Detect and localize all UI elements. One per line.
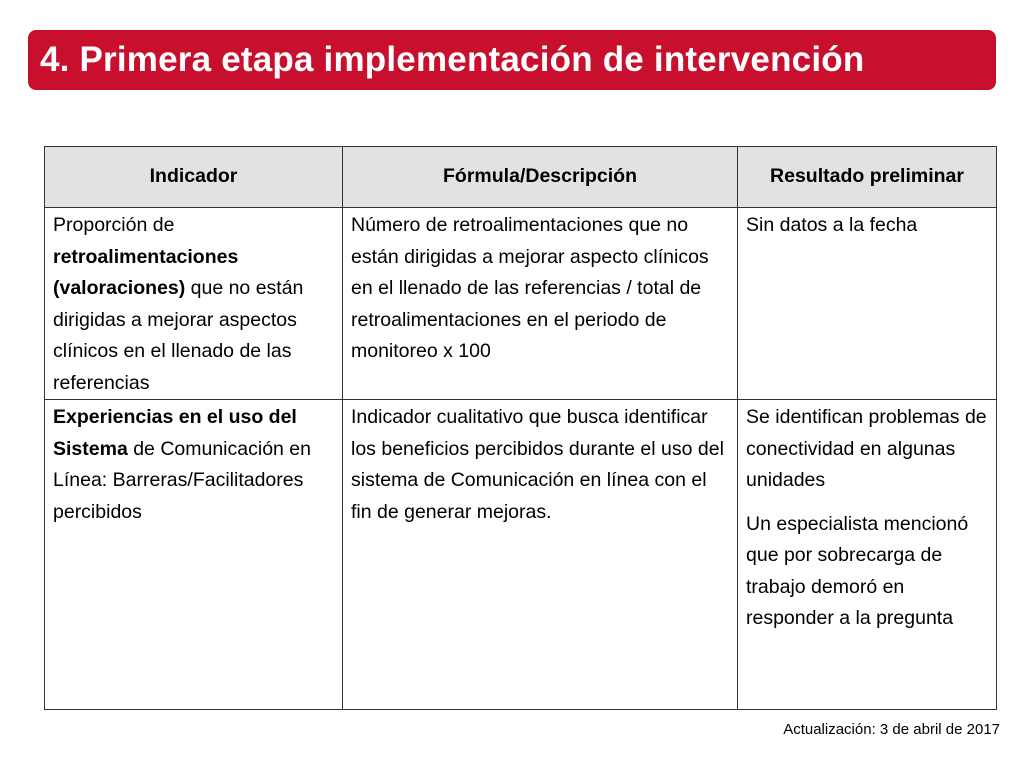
result-cell: Sin datos a la fecha bbox=[738, 208, 997, 400]
table-row bbox=[45, 400, 997, 710]
column-header-formula: Fórmula/Descripción bbox=[343, 147, 738, 208]
update-date-note: Actualización: 3 de abril de 2017 bbox=[783, 721, 1000, 738]
indicator-cell bbox=[45, 208, 343, 400]
result-paragraph: Se identifican problemas de conectividad en algunas unidades bbox=[746, 406, 987, 491]
formula-cell: Indicador cualitativo que busca identificar los beneficios percibidos durante el uso del sistema de Comunicación en línea con el fin de generar mejoras. bbox=[343, 400, 738, 710]
indicator-text-post: de Comunicación en Línea: Barreras/Facilitadores percibidos bbox=[53, 437, 311, 523]
slide-title-bar bbox=[28, 30, 996, 90]
result-cell bbox=[738, 400, 997, 710]
table-header-row bbox=[45, 147, 997, 208]
indicator-text-post: que no están dirigidas a mejorar aspectos clínicos en el llenado de las referencias bbox=[53, 277, 304, 394]
indicator-cell bbox=[45, 400, 343, 710]
result-paragraph: Un especialista mencionó que por sobrecarga de trabajo demoró en responder a la pregunta bbox=[746, 512, 969, 629]
table-row bbox=[45, 208, 997, 400]
indicator-text-bold: Experiencias en el uso del Sistema bbox=[53, 406, 297, 460]
indicator-text-pre: Proporción de bbox=[53, 214, 175, 236]
slide-title: 4. Primera etapa implementación de intervención bbox=[40, 40, 865, 79]
formula-cell: Número de retroalimentaciones que no están dirigidas a mejorar aspecto clínicos en el llenado de las referencias / total de retroalimentaciones en el periodo de monitoreo x 100 bbox=[343, 208, 738, 400]
column-header-result: Resultado preliminar bbox=[738, 147, 997, 208]
indicators-table bbox=[44, 146, 997, 710]
indicator-text-bold: retroalimentaciones (valoraciones) bbox=[53, 245, 239, 299]
column-header-indicator: Indicador bbox=[45, 147, 343, 208]
